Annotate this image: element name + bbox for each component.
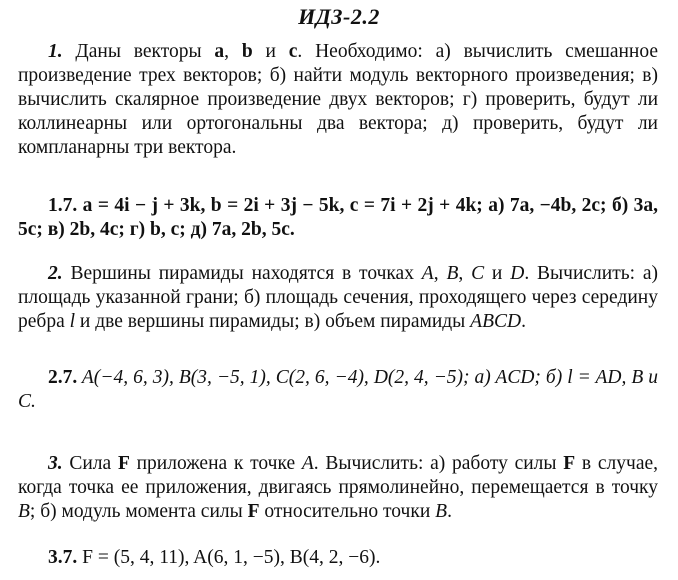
variant-3-paragraph xyxy=(18,546,658,570)
task-3-text-6: относительно точки xyxy=(259,501,436,522)
point-b-label-3: B xyxy=(18,501,30,522)
variant-1-number: 1.7. xyxy=(48,195,78,216)
variant-3-number: 3.7. xyxy=(48,547,78,568)
task-2-paragraph xyxy=(18,262,658,334)
task-1-text-3: . Необходимо: а) вычислить смешанное произведение трех векторов; б) найти модуль векторного произведения; в) вычислить скалярное произведение двух векторов; г) проверить, будут ли коллинеарны или ортогональны два вектора; д) проверить, будут ли компланарны три вектора. xyxy=(18,41,659,158)
task-3-paragraph xyxy=(18,452,658,524)
force-f-label-3: F xyxy=(247,501,260,522)
point-a-label-3: A xyxy=(301,453,314,474)
task-1-text-2: и xyxy=(252,41,289,62)
task-2-number: 2. xyxy=(48,263,63,284)
task-3-text-3: . Вычислить: а) работу силы xyxy=(313,453,564,474)
task-1-text-1: Даны векторы xyxy=(62,41,215,62)
variant-2-paragraph xyxy=(18,366,658,414)
point-c-label: C xyxy=(471,263,485,284)
task-2-text-4: и две вершины пирамиды; в) объем пирамиды xyxy=(75,311,471,332)
task-2-sep-1: , xyxy=(433,263,447,284)
force-f-label-2: F xyxy=(563,453,576,474)
task-3-text-4: в случае, когда точка ее приложения, двигаясь прямолинейно, перемещается в точку xyxy=(18,453,659,498)
task-3-text-2: приложена к точке xyxy=(129,453,302,474)
vector-b-label: b xyxy=(241,41,253,62)
task-1-comma: , xyxy=(224,41,242,62)
vector-c-label: c xyxy=(288,41,298,62)
task-2-text-3: . Вычислить: а) площадь указанной грани; б) площадь сечения, проходящего через середину ребра xyxy=(18,263,659,332)
force-f-label-1: F xyxy=(117,453,130,474)
task-2-text-1: Вершины пирамиды находятся в точках xyxy=(62,263,422,284)
task-2-text-5: . xyxy=(521,311,526,332)
variant-1-paragraph xyxy=(18,194,658,242)
variant-2-text: A(−4, 6, 3), B(3, −5, 1), C(2, 6, −4), D(2, 4, −5); а) ACD; б) l = AD, B и C. xyxy=(18,367,658,412)
variant-2-number: 2.7. xyxy=(48,367,78,388)
pyramid-abcd-label: ABCD xyxy=(470,311,522,332)
task-2-text-2: и xyxy=(484,263,511,284)
point-a-label: A xyxy=(421,263,434,284)
vector-a-label: a xyxy=(214,41,225,62)
variant-3-text: F = (5, 4, 11), A(6, 1, −5), B(4, 2, −6). xyxy=(77,547,381,568)
point-d-label: D xyxy=(510,263,525,284)
task-3-number: 3. xyxy=(48,453,63,474)
task-2-sep-2: , xyxy=(458,263,472,284)
task-3-text-1: Сила xyxy=(62,453,118,474)
task-1-paragraph xyxy=(18,40,658,160)
edge-l-label: l xyxy=(69,311,76,332)
task-3-text-5: ; б) модуль момента силы xyxy=(29,501,248,522)
point-b-label: B xyxy=(446,263,459,284)
page-title: ИДЗ-2.2 xyxy=(298,4,380,29)
task-1-number: 1. xyxy=(48,41,63,62)
variant-1-text: a = 4i − j + 3k, b = 2i + 3j − 5k, c = 7i + 2j + 4k; а) 7a, −4b, 2c; б) 3a, 5c; в) 2b, 4c; г) b, c; д) 7a, 2b, 5c. xyxy=(18,195,658,240)
point-b-label-4: B xyxy=(435,501,448,522)
task-3-text-7: . xyxy=(447,501,452,522)
